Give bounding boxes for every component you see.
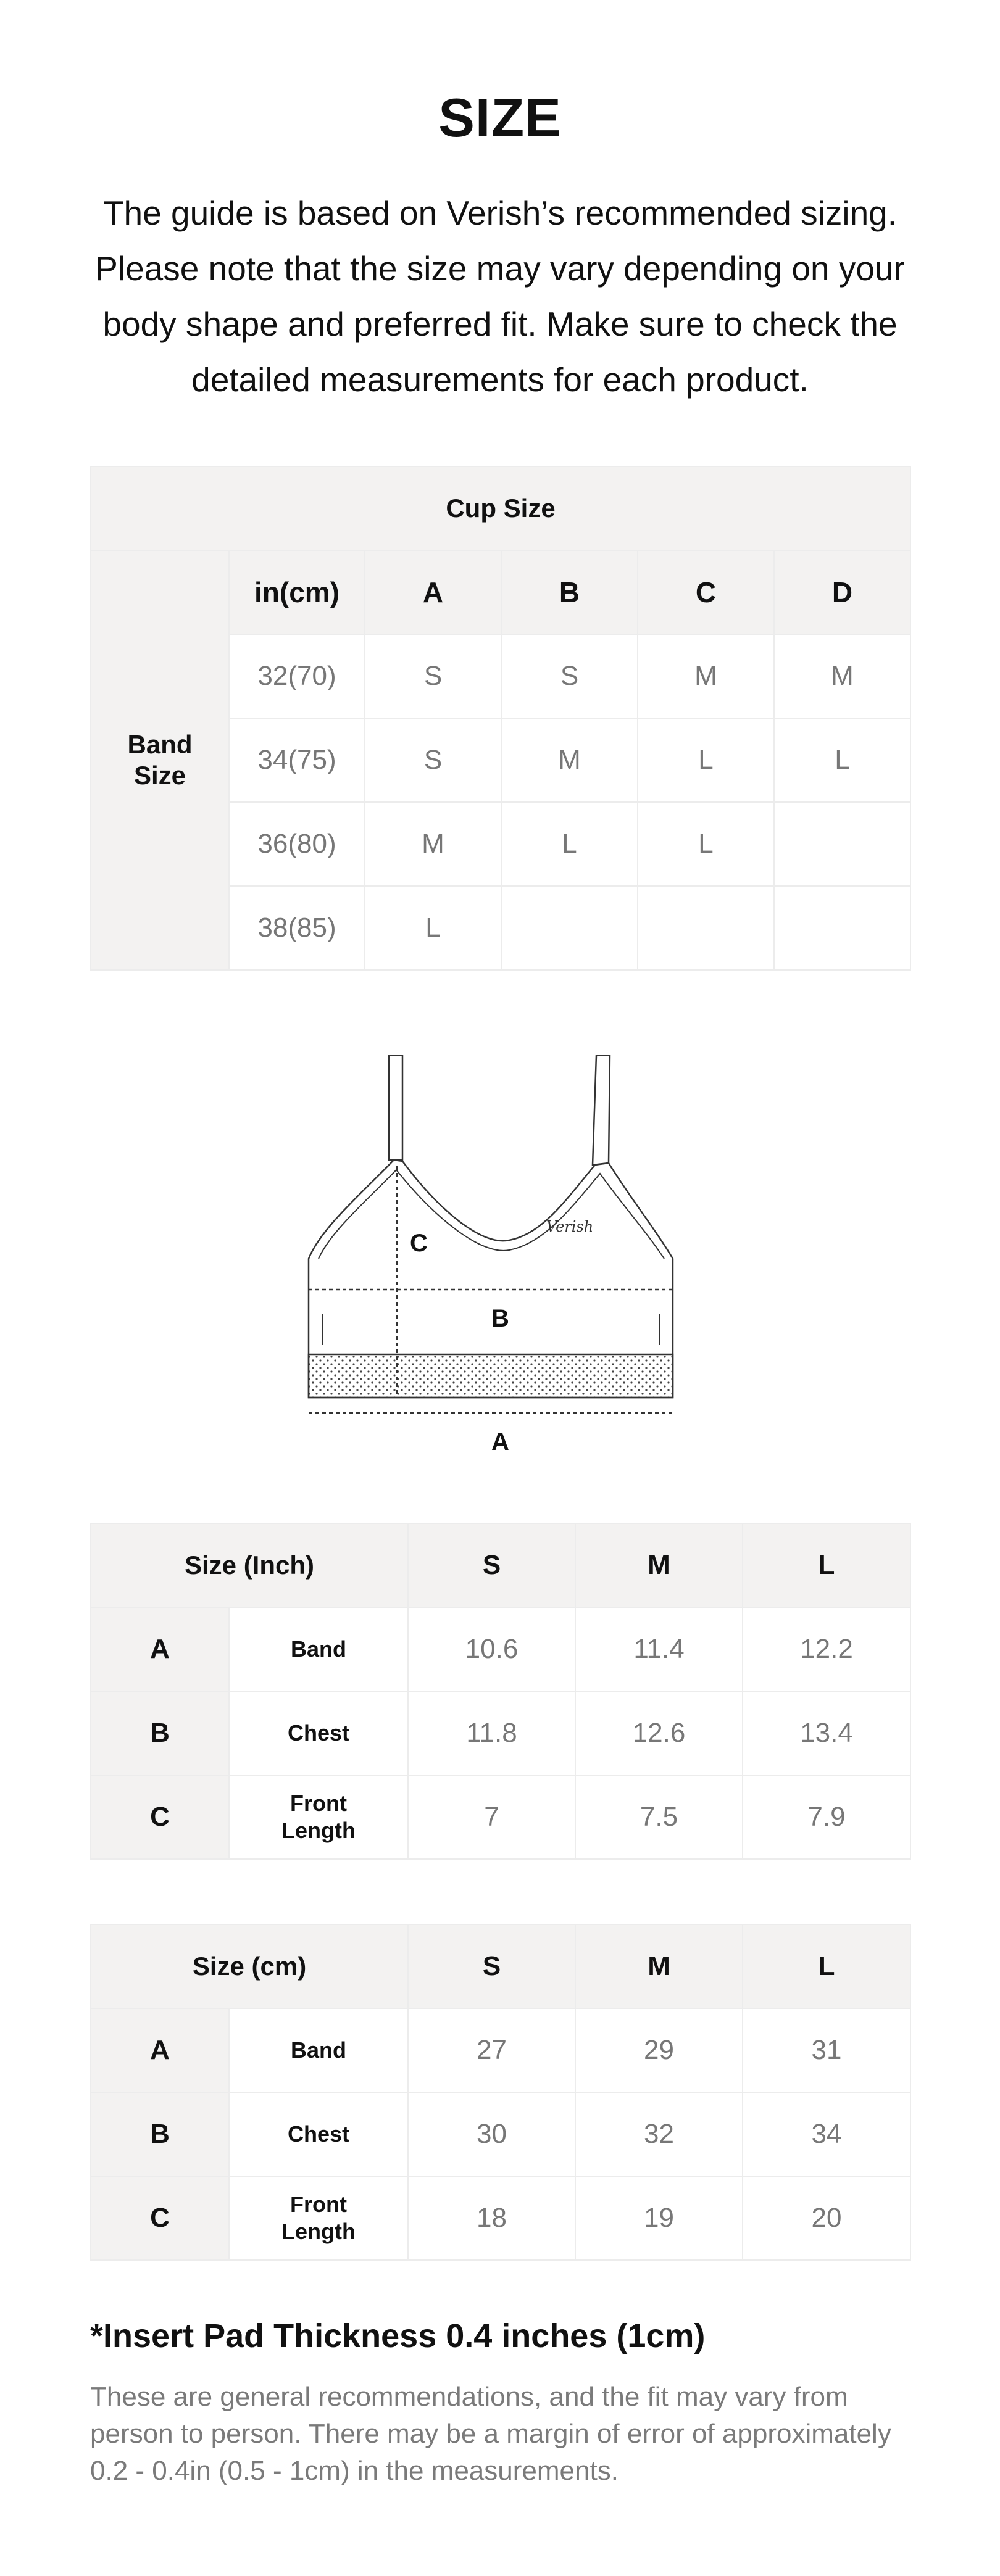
size-cell: S: [365, 634, 501, 718]
right-strap: [593, 1055, 610, 1165]
size-cell: S: [501, 634, 638, 718]
value-cell: 11.4: [575, 1607, 743, 1691]
value-cell: 7.5: [575, 1775, 743, 1859]
part-label: Front Length: [229, 1775, 408, 1859]
fit-disclaimer: These are general recommendations, and the fit may vary from person to person. There may be a margin of error of approximately 0.2 - 0.4in (0.5 - 1cm) in the measurements.: [90, 2382, 891, 2486]
table-row: [91, 2008, 910, 2092]
cup-header-d: D: [774, 550, 910, 634]
table-row: [91, 2176, 910, 2260]
size-cell: L: [774, 718, 910, 802]
pad-thickness-note: *Insert Pad Thickness 0.4 inches (1cm): [90, 2317, 706, 2354]
size-header-s: S: [408, 1924, 575, 2008]
band-value: 38(85): [229, 886, 365, 970]
size-cell: L: [501, 802, 638, 886]
size-header-m: M: [575, 1924, 743, 2008]
cup-header-b: B: [501, 550, 638, 634]
size-cell: L: [365, 886, 501, 970]
value-cell: 20: [743, 2176, 910, 2260]
table-row: [91, 1691, 910, 1775]
value-cell: 11.8: [408, 1691, 575, 1775]
row-letter: C: [91, 1775, 229, 1859]
value-cell: 31: [743, 2008, 910, 2092]
value-cell: 29: [575, 2008, 743, 2092]
page-title: SIZE: [438, 87, 562, 148]
left-strap: [389, 1055, 402, 1160]
value-cell: 18: [408, 2176, 575, 2260]
size-cell: M: [365, 802, 501, 886]
size-inch-table: [90, 1523, 911, 1860]
size-header-l: L: [743, 1924, 910, 2008]
size-header-s: S: [408, 1523, 575, 1607]
value-cell: 12.6: [575, 1691, 743, 1775]
band-value: 32(70): [229, 634, 365, 718]
row-letter: B: [91, 2092, 229, 2176]
size-cell: L: [638, 802, 774, 886]
size-cell: M: [638, 634, 774, 718]
value-cell: 34: [743, 2092, 910, 2176]
part-label: Band: [229, 1607, 408, 1691]
row-letter: A: [91, 2008, 229, 2092]
value-cell: 32: [575, 2092, 743, 2176]
cup-size-title: Cup Size: [91, 466, 910, 550]
brand-logo: Verish: [546, 1218, 594, 1235]
size-cell: M: [774, 634, 910, 718]
label-c: C: [410, 1230, 428, 1257]
value-cell: 19: [575, 2176, 743, 2260]
label-b: B: [491, 1305, 509, 1332]
size-cell: [774, 802, 910, 886]
value-cell: 12.2: [743, 1607, 910, 1691]
size-cell: L: [638, 718, 774, 802]
size-cell: S: [365, 718, 501, 802]
table-row: [91, 2092, 910, 2176]
band-value: 36(80): [229, 802, 365, 886]
row-letter: C: [91, 2176, 229, 2260]
value-cell: 10.6: [408, 1607, 575, 1691]
cup-header-a: A: [365, 550, 501, 634]
unit-header: in(cm): [229, 550, 365, 634]
size-cell: [774, 886, 910, 970]
size-cell: [638, 886, 774, 970]
table-row: [91, 1775, 910, 1859]
size-header-m: M: [575, 1523, 743, 1607]
cup-header-c: C: [638, 550, 774, 634]
size-cell: [501, 886, 638, 970]
value-cell: 13.4: [743, 1691, 910, 1775]
size-inch-header: Size (Inch): [91, 1523, 408, 1607]
row-letter: A: [91, 1607, 229, 1691]
elastic-band: [309, 1354, 673, 1398]
cup-size-table: [90, 466, 911, 971]
part-label: Chest: [229, 1691, 408, 1775]
part-label: Chest: [229, 2092, 408, 2176]
size-cm-header: Size (cm): [91, 1924, 408, 2008]
value-cell: 7: [408, 1775, 575, 1859]
size-cell: M: [501, 718, 638, 802]
value-cell: 30: [408, 2092, 575, 2176]
value-cell: 27: [408, 2008, 575, 2092]
part-label: Front Length: [229, 2176, 408, 2260]
size-header-l: L: [743, 1523, 910, 1607]
label-a: A: [491, 1428, 509, 1456]
part-label: Band: [229, 2008, 408, 2092]
bra-measurement-diagram: [296, 1055, 704, 1475]
intro-text: The guide is based on Verish’s recommended sizing. Please note that the size may vary depending on your body shape and preferred fit. Make sure to check the detailed measurements for each product.: [95, 194, 905, 399]
value-cell: 7.9: [743, 1775, 910, 1859]
band-value: 34(75): [229, 718, 365, 802]
size-cm-table: [90, 1924, 911, 2261]
table-row: [91, 1607, 910, 1691]
row-letter: B: [91, 1691, 229, 1775]
band-size-label: Band Size: [91, 550, 229, 970]
